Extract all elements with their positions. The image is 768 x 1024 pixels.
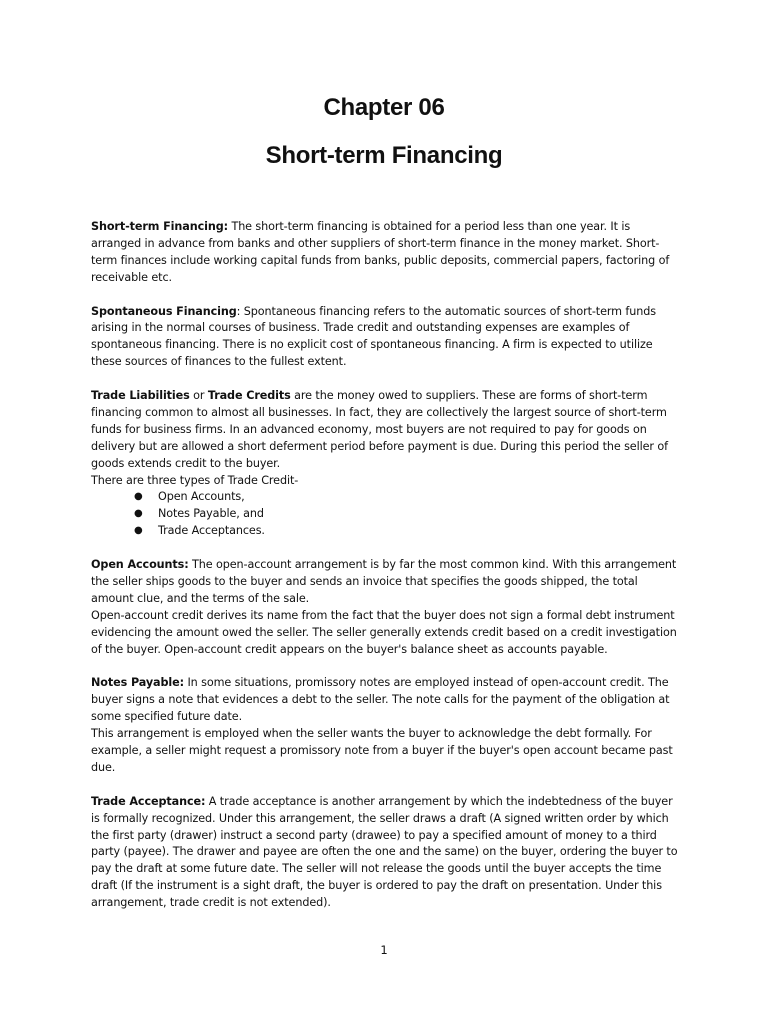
- paragraph-short-term-financing: [91, 219, 679, 287]
- trade-credit-types-list: [91, 489, 679, 540]
- paragraph-text: The open-account arrangement is by far the most common kind. With this arrangement the seller ships goods to the buyer and sends an invoice that specifies the goods shipped, the total amount clue, and the terms of the sale.: [91, 558, 677, 605]
- chapter-heading: Chapter 06: [323, 94, 445, 121]
- paragraph-text: are the money owed to suppliers. These are forms of short-term financing common to almost all businesses. In fact, they are collectively the largest source of short-term funds for business firms. In an advanced economy, most buyers are not required to pay for goods on delivery but are allowed a short deferment period before payment is due. During this period the seller of goods extends credit to the buyer.: [91, 389, 668, 470]
- document-body: [91, 219, 679, 929]
- page-title: Short-term Financing: [265, 142, 503, 169]
- list-item: [91, 489, 679, 506]
- paragraph-text: A trade acceptance is another arrangement by which the indebtedness of the buyer is formally recognized. Under this arrangement, the seller draws a draft (A signed written order by which the first party (drawer) instruct a second party (drawee) to pay a specified amount of money to a third party (payee). The drawer and payee are often the one and the same) on the buyer, ordering the buyer to pay the draft at some future date. The seller will not release the goods until the buyer accepts the time draft (If the instrument is a sight draft, the buyer is ordered to pay the draft on presentation. Under this arrangement, trade credit is not extended).: [91, 794, 678, 910]
- term-open-accounts: Open Accounts:: [91, 558, 189, 572]
- paragraph-text: The short-term financing is obtained for a period less than one year. It is arranged in advance from banks and other suppliers of short-term finance in the money market. Short-term finances include working capital funds from banks, public deposits, commercial papers, factoring of receivable etc.: [91, 220, 670, 284]
- bullet-icon: ●: [134, 508, 143, 520]
- term-trade-credits: Trade Credits: [207, 389, 291, 403]
- paragraph-spontaneous-financing: [91, 304, 679, 372]
- paragraph-text: This arrangement is employed when the seller wants the buyer to acknowledge the debt formally. For example, a seller might request a promissory note from a buyer if the buyer's open account became past due.: [91, 727, 673, 774]
- list-item: [91, 523, 679, 540]
- paragraph-trade-credits: [91, 388, 679, 540]
- paragraph-text: In some situations, promissory notes are employed instead of open-account credit. The buyer signs a note that evidences a debt to the seller. The note calls for the payment of the obligation at some specified future date.: [91, 676, 670, 724]
- paragraph-open-accounts: [91, 557, 679, 658]
- term-short-term-financing: Short-term Financing:: [91, 220, 228, 233]
- page-number: 1: [380, 943, 388, 957]
- list-item-label: Trade Acceptances.: [158, 524, 265, 538]
- paragraph-trade-acceptance: [91, 794, 679, 912]
- paragraph-text: : Spontaneous financing refers to the automatic sources of short-term funds arising in the normal courses of business. Trade credit and outstanding expenses are examples of spontaneous financing. There is no explicit cost of spontaneous financing. A firm is expected to utilize these sources of finances to the fullest extent.: [91, 304, 656, 369]
- term-spontaneous-financing: Spontaneous Financing: [91, 304, 237, 318]
- term-trade-liabilities: Trade Liabilities: [91, 389, 190, 403]
- term-notes-payable: Notes Payable:: [91, 676, 184, 690]
- list-item: [91, 506, 679, 523]
- bullet-icon: ●: [134, 491, 143, 503]
- bullet-icon: ●: [134, 525, 143, 537]
- paragraph-text: Open-account credit derives its name from the fact that the buyer does not sign a formal debt instrument evidencing the amount owed the seller. The seller generally extends credit based on a credit investigation of the buyer. Open-account credit appears on the buyer's balance sheet as accounts payable.: [91, 608, 677, 656]
- paragraph-notes-payable: [91, 675, 679, 776]
- trade-credit-types-intro: There are three types of Trade Credit-: [91, 473, 299, 487]
- term-trade-acceptance: Trade Acceptance:: [91, 794, 206, 808]
- list-item-label: Open Accounts,: [158, 490, 245, 504]
- title-block: [0, 88, 768, 176]
- list-item-label: Notes Payable, and: [158, 507, 264, 521]
- connector-text: or: [189, 389, 208, 403]
